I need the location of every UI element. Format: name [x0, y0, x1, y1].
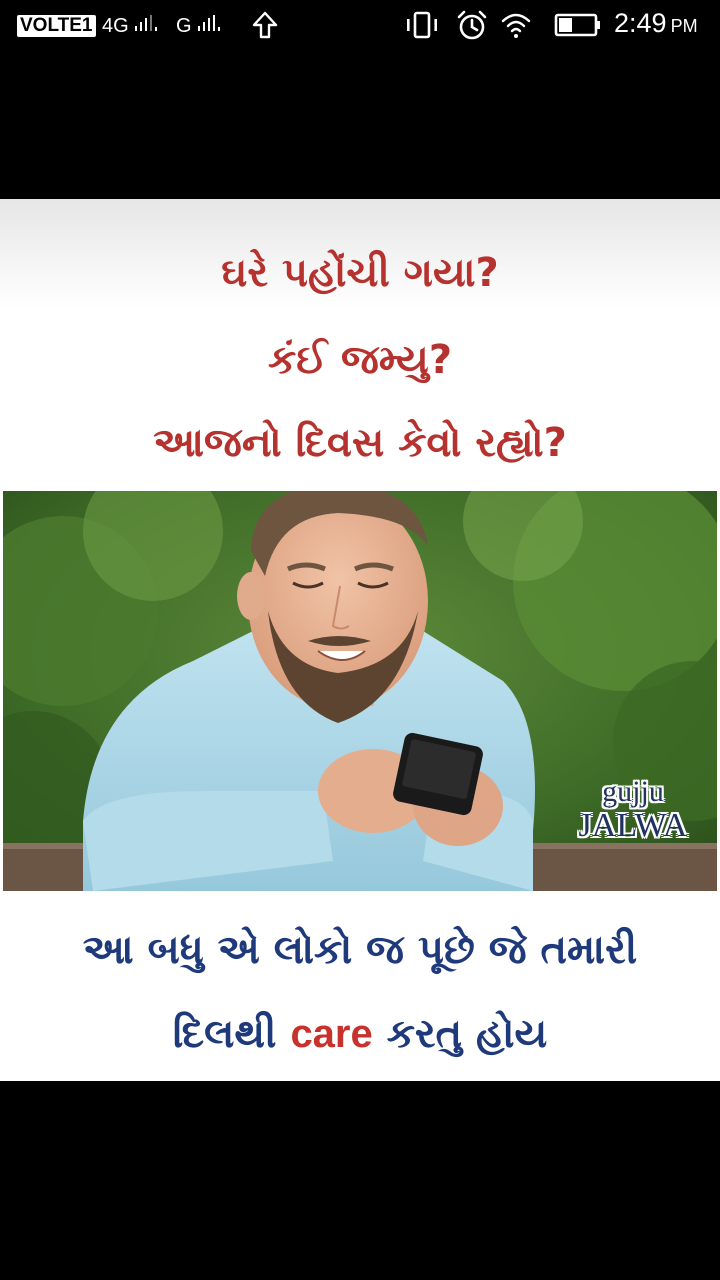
caption-line-2 — [0, 1005, 720, 1063]
network-type-label: G — [176, 15, 192, 37]
wifi-icon — [500, 11, 532, 43]
signal-icon — [133, 14, 159, 36]
network-sim2 — [176, 14, 222, 38]
watermark-line-2: JALWA — [578, 807, 688, 844]
caption-line-2-start: દિલથી — [172, 1011, 277, 1057]
clock-ampm: PM — [670, 16, 698, 36]
battery-icon — [554, 12, 602, 42]
caption-line-2-end: કરતુ હોય — [386, 1011, 548, 1057]
vibrate-icon — [404, 11, 440, 43]
upload-icon — [252, 11, 278, 43]
clock-time: 2:49 — [614, 8, 667, 38]
alarm-icon — [456, 10, 488, 46]
headline-line-2: કંઈ જમ્યુ? — [267, 337, 453, 383]
headline-line-1: ઘરે પહોંચી ગયા? — [221, 250, 499, 296]
watermark-logo — [566, 776, 700, 844]
watermark-line-1: gujju — [602, 775, 664, 808]
signal-icon — [196, 14, 222, 36]
network-sim1 — [102, 14, 159, 38]
clock — [614, 8, 698, 42]
caption-accent-word: care — [290, 1012, 373, 1056]
status-bar — [0, 0, 720, 52]
headline-line-3: આજનો દિવસ કેવો રહ્યો? — [153, 420, 567, 466]
network-type-label: 4G — [102, 15, 129, 37]
shared-image[interactable] — [0, 199, 720, 1081]
volte-badge: VOLTE1 — [17, 15, 96, 37]
caption-line-1: આ બધુ એ લોકો જ પૂછે જે તમારી — [82, 927, 638, 973]
